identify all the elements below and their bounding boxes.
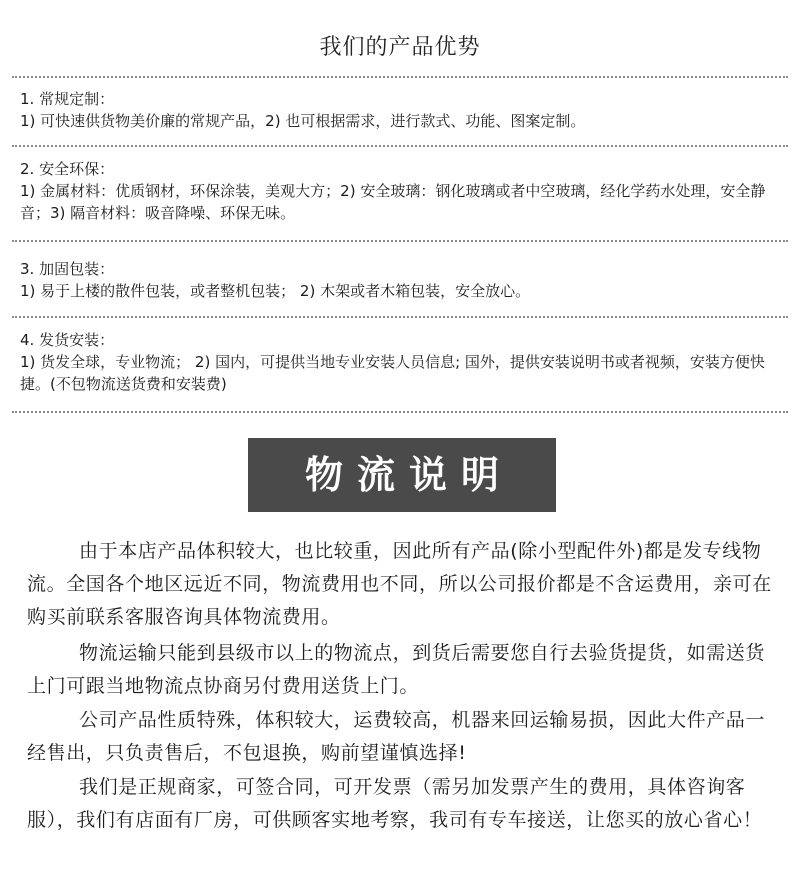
dotted-divider <box>12 411 788 413</box>
dotted-divider <box>12 316 788 318</box>
advantage-body: 1) 金属材料：优质钢材，环保涂装，美观大方；2) 安全玻璃：钢化玻璃或者中空玻璃，经化学药水处理，安全静音；3) 隔音材料：吸音降噪、环保无味。 <box>20 182 766 222</box>
advantage-section-customization <box>20 88 785 132</box>
advantage-body: 1) 可快速供货物美价廉的常规产品，2) 也可根据需求，进行款式、功能、图案定制。 <box>20 112 586 130</box>
dotted-divider <box>12 145 788 147</box>
page-title: 我们的产品优势 <box>319 35 481 60</box>
advantage-heading: 2. 安全环保： <box>20 160 115 178</box>
advantage-heading: 3. 加固包装： <box>20 260 115 278</box>
logistics-banner: 物流说明 <box>248 438 556 512</box>
advantage-body: 1) 易于上楼的散件包装，或者整机包装； 2) 木架或者木箱包装，安全放心。 <box>20 282 531 300</box>
advantage-body: 1) 货发全球，专业物流； 2) 国内，可提供当地专业安装人员信息; 国外，提供安装说明书或者视频，安装方便快捷。(不包物流送货费和安装费) <box>20 353 765 393</box>
advantage-heading: 1. 常规定制： <box>20 90 115 108</box>
advantage-section-safety <box>20 158 785 224</box>
dotted-divider <box>12 76 788 78</box>
logistics-paragraph: 物流运输只能到县级市以上的物流点，到货后需要您自行去验货提货，如需送货上门可跟当地物流点协商另付费用送货上门。 <box>27 642 766 697</box>
logistics-paragraph: 我们是正规商家，可签合同，可开发票（需另加发票产生的费用，具体咨询客服），我们有店面有厂房，可供顾客实地考察，我司有专车接送，让您买的放心省心！ <box>27 776 763 831</box>
advantage-section-shipping <box>20 329 785 395</box>
logistics-paragraph: 由于本店产品体积较大，也比较重，因此所有产品(除小型配件外)都是发专线物流。全国各个地区远近不同，物流费用也不同，所以公司报价都是不含运费用，亲可在购买前联系客服咨询具体物流费用。 <box>27 540 772 628</box>
dotted-divider <box>12 240 788 242</box>
advantage-heading: 4. 发货安装： <box>20 331 115 349</box>
logistics-paragraph: 公司产品性质特殊，体积较大，运费较高，机器来回运输易损，因此大件产品一经售出，只负责售后，不包退换，购前望谨慎选择! <box>27 709 766 764</box>
advantage-section-packaging <box>20 258 785 302</box>
